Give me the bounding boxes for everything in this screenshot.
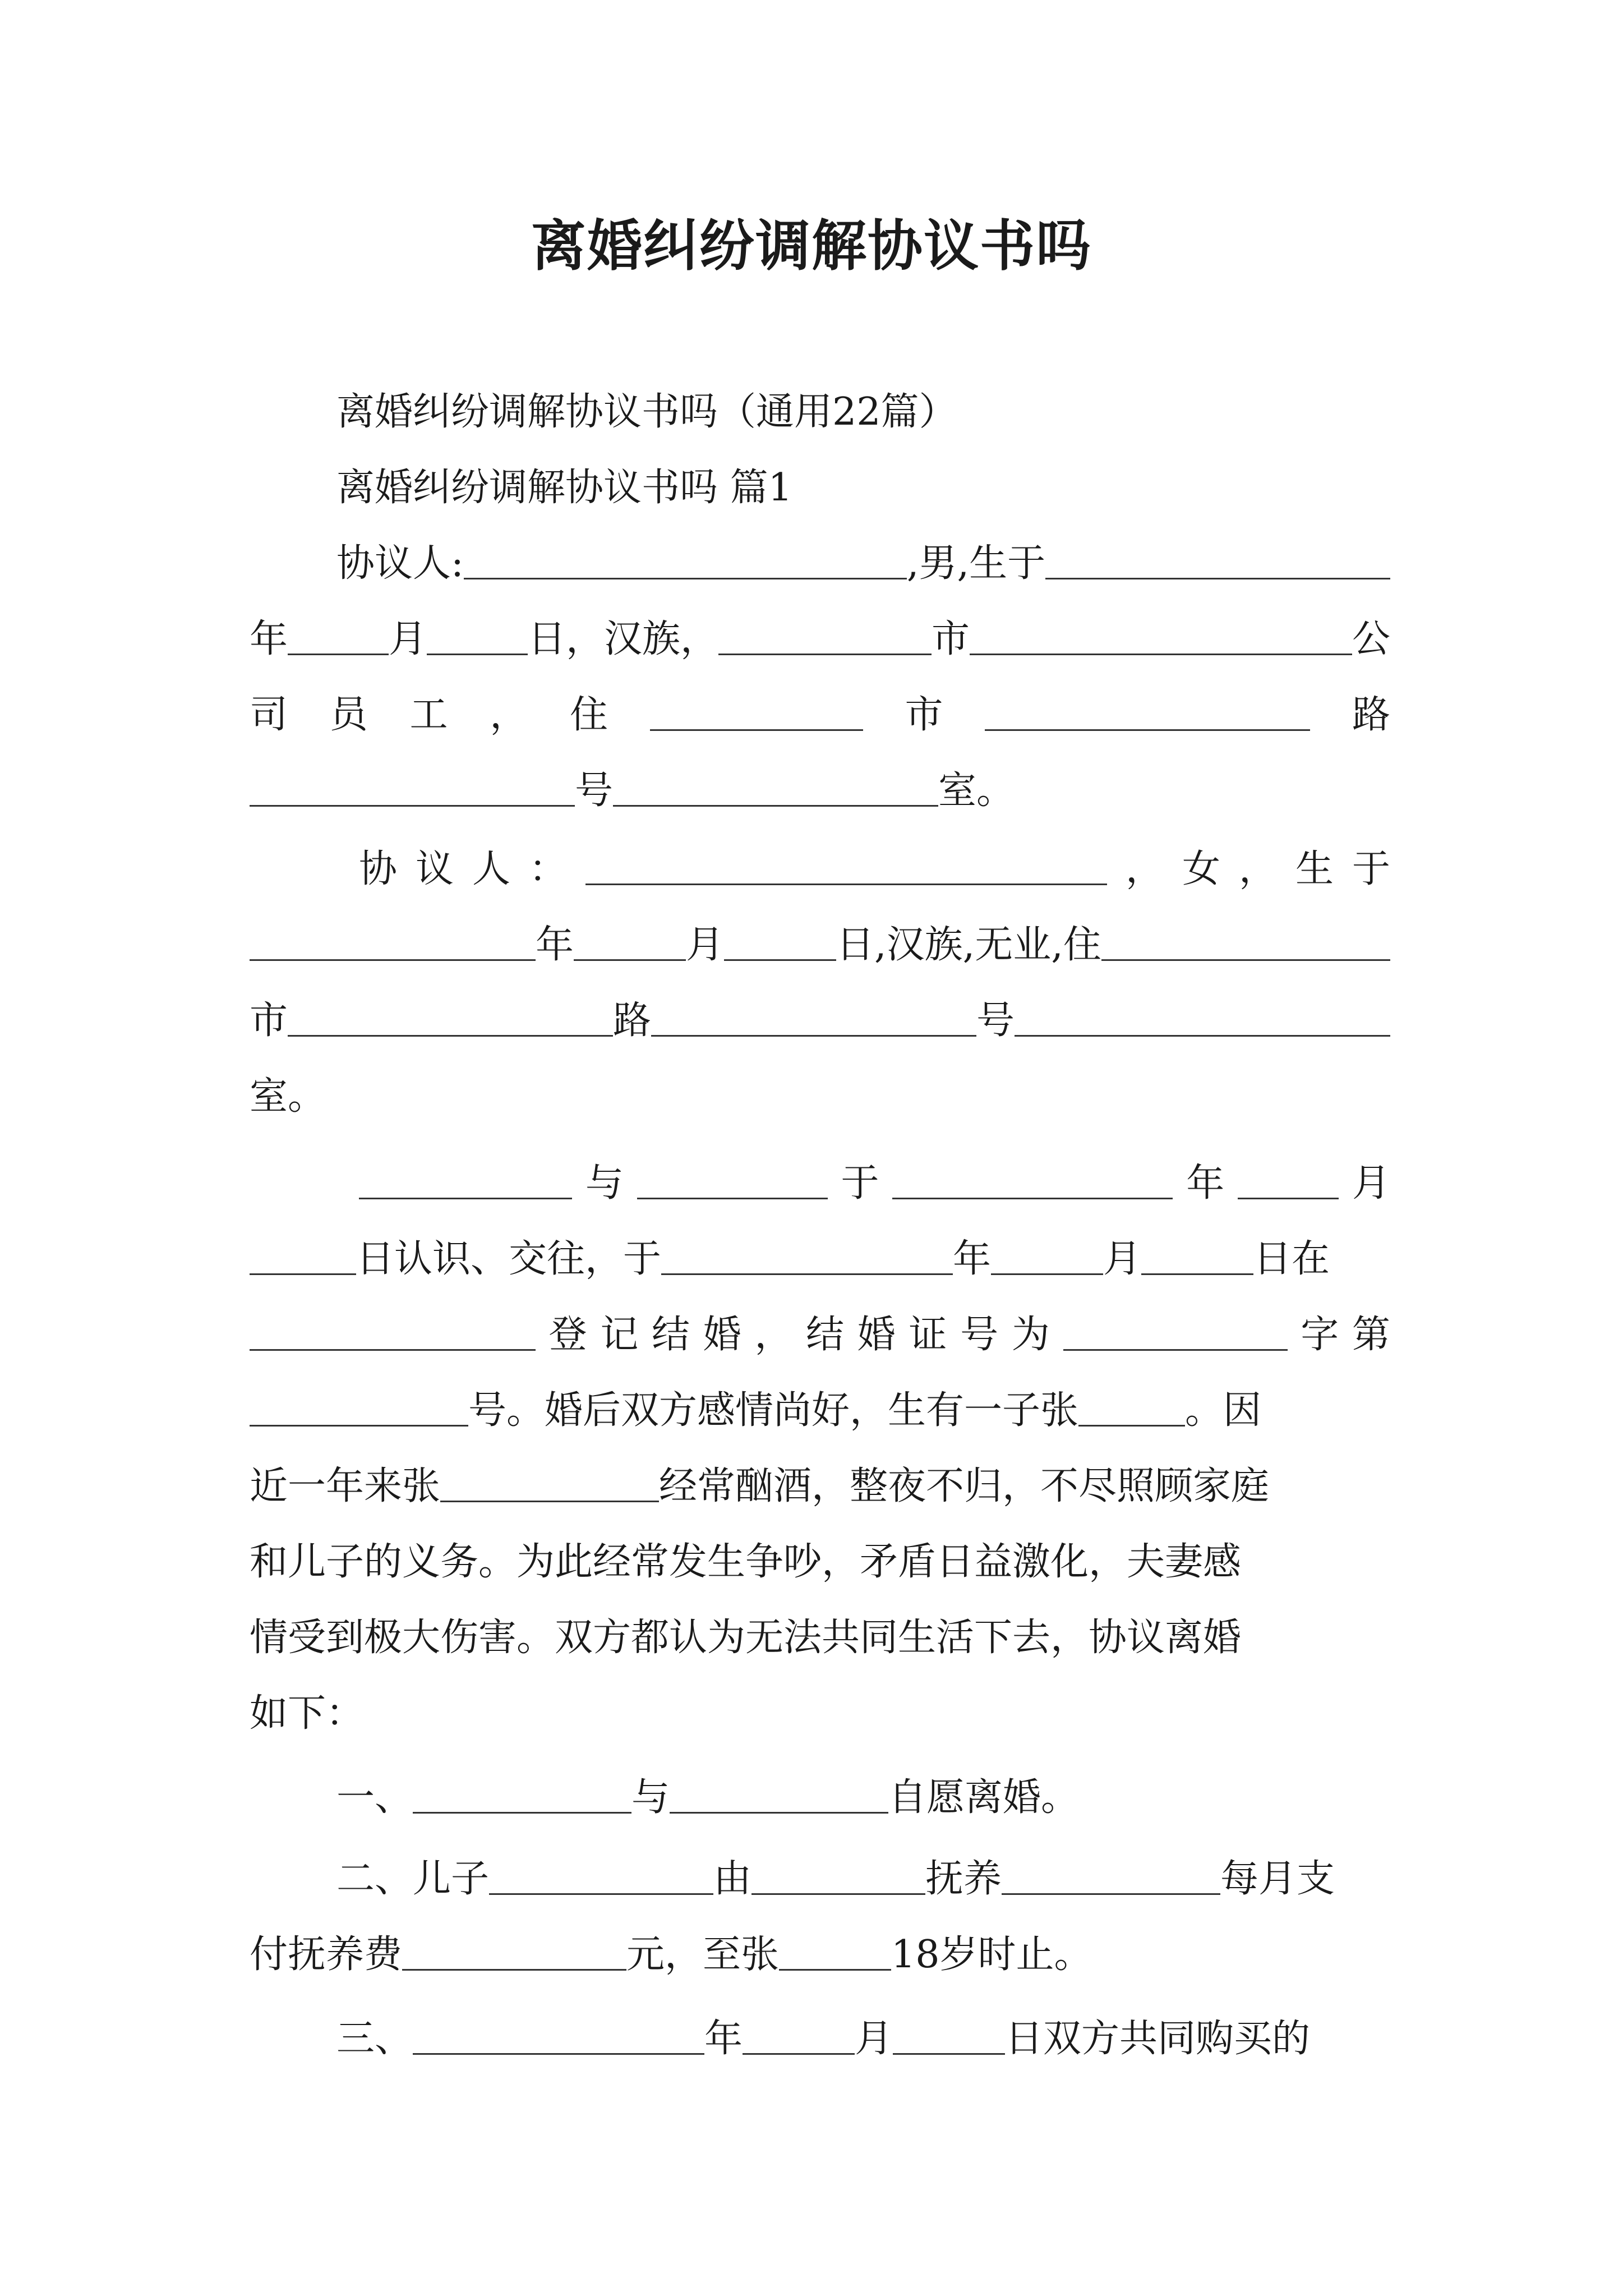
fill-blank	[661, 1271, 953, 1275]
p1-line-4	[250, 752, 1390, 830]
fill-blank	[991, 1271, 1103, 1275]
text-seg: 室。	[938, 769, 1015, 813]
text-seg: ，	[490, 693, 528, 737]
subheading-text: 离婚纠纷调解协议书吗 篇1	[336, 466, 792, 510]
fill-blank	[985, 727, 1310, 731]
item-1	[250, 1759, 1390, 1837]
text-seg: 自愿离婚。	[888, 1775, 1080, 1820]
fill-blank	[1141, 1271, 1253, 1275]
p3-line-1	[359, 1144, 1390, 1223]
text-seg: 。因	[1185, 1388, 1262, 1433]
text-seg: 记	[600, 1313, 639, 1357]
fill-blank	[402, 1967, 626, 1971]
text-seg: 月	[1352, 1161, 1390, 1205]
p1-line-1	[250, 524, 1390, 603]
item-3	[250, 2000, 1390, 2078]
text-seg: 日认识、交往，于	[356, 1237, 662, 1281]
p3-line-6	[250, 1523, 1390, 1602]
fill-blank	[413, 2051, 704, 2055]
text-seg: 号	[575, 769, 614, 813]
fill-blank	[250, 1347, 536, 1351]
fill-blank	[751, 1891, 925, 1895]
fill-blank	[413, 1810, 631, 1814]
text-seg: 付抚养费	[250, 1932, 403, 1977]
heading-text: 离婚纠纷调解协议书吗（通用22篇）	[336, 390, 957, 434]
text-seg: 年	[250, 617, 288, 661]
text-seg: 协议人:	[336, 541, 464, 586]
text-seg: ，	[1238, 847, 1277, 891]
fill-blank	[613, 803, 938, 807]
text-seg: 人	[472, 847, 511, 891]
text-seg: 协	[359, 847, 398, 891]
text-seg: 如下：	[250, 1691, 365, 1736]
p2-line-1	[359, 830, 1390, 909]
text-seg: 年	[704, 2017, 743, 2061]
text-seg: 司	[250, 693, 288, 737]
fill-blank	[893, 2051, 1005, 2055]
text-seg: 登	[548, 1313, 587, 1357]
fill-blank	[1101, 957, 1390, 961]
text-seg: 女	[1182, 847, 1220, 891]
text-seg: 月	[686, 923, 725, 967]
fill-blank	[779, 1967, 891, 1971]
p3-line-5	[250, 1447, 1390, 1526]
fill-blank	[1015, 1033, 1390, 1037]
text-seg: 于	[1352, 847, 1390, 891]
p3-line-8	[250, 1674, 1390, 1753]
text-seg: ，	[1125, 847, 1164, 891]
fill-blank	[288, 651, 389, 655]
text-seg: 月	[389, 617, 427, 661]
fill-blank	[250, 957, 536, 961]
text-seg: 结	[652, 1313, 690, 1357]
text-seg: 第	[1352, 1313, 1390, 1357]
text-seg: 和儿子的义务。为此经常发生争吵，矛盾日益激化，夫妻感	[250, 1540, 1242, 1584]
p3-line-2	[250, 1220, 1390, 1299]
text-seg: 工	[409, 693, 448, 737]
p1-line-2	[250, 600, 1390, 679]
p2-line-4	[250, 1057, 1390, 1136]
text-seg: 日双方共同购买的	[1005, 2017, 1311, 2061]
fill-blank	[1002, 1891, 1220, 1895]
text-seg: 公	[1352, 617, 1390, 661]
fill-blank	[743, 2051, 855, 2055]
fill-blank	[489, 1891, 713, 1895]
subheading	[250, 449, 1390, 527]
text-seg: 月	[855, 2017, 893, 2061]
text-seg: ,男,生于	[906, 541, 1046, 586]
text-seg: ：	[529, 847, 568, 891]
text-seg: 日，汉族，	[528, 617, 719, 661]
text-seg: 日在	[1253, 1237, 1330, 1281]
text-seg: 市	[932, 617, 970, 661]
text-seg: 由	[713, 1857, 752, 1901]
fill-blank	[1078, 1423, 1185, 1427]
heading	[250, 373, 1390, 452]
fill-blank	[250, 1271, 356, 1275]
item-2-line-2	[250, 1916, 1390, 1994]
p2-line-2	[250, 906, 1390, 984]
fill-blank	[359, 1195, 572, 1199]
fill-blank	[892, 1195, 1173, 1199]
text-seg: 生	[1295, 847, 1334, 891]
text-seg: 市	[250, 999, 288, 1043]
fill-blank	[1238, 1195, 1339, 1199]
text-seg: 二、儿子	[336, 1857, 490, 1901]
text-seg: 号。婚后双方感情尚好，生有一子张	[468, 1388, 1079, 1433]
text-seg: 年	[953, 1237, 992, 1281]
fill-blank	[650, 727, 863, 731]
text-seg: 室。	[250, 1074, 326, 1119]
text-seg: 结	[806, 1313, 845, 1357]
text-seg: 近一年来张	[250, 1464, 441, 1508]
fill-blank	[440, 1498, 659, 1502]
text-seg: 月	[1103, 1237, 1142, 1281]
fill-blank	[464, 576, 907, 579]
text-seg: 与	[585, 1161, 624, 1205]
p1-line-3	[250, 676, 1390, 754]
fill-blank	[1063, 1347, 1288, 1351]
text-seg: 一、	[336, 1775, 413, 1820]
text-seg: 年	[1186, 1161, 1225, 1205]
text-seg: ，	[754, 1313, 793, 1357]
text-seg: 18岁时止。	[891, 1932, 1092, 1977]
text-seg: 市	[905, 693, 943, 737]
text-seg: 婚	[703, 1313, 741, 1357]
p2-line-3	[250, 982, 1390, 1060]
text-seg: 抚养	[925, 1857, 1002, 1901]
text-seg: 字	[1301, 1313, 1339, 1357]
document-title: 离婚纠纷调解协议书吗	[531, 214, 1092, 278]
text-seg: 每月支	[1220, 1857, 1335, 1901]
fill-blank	[250, 803, 575, 807]
text-seg: 路	[613, 999, 652, 1043]
fill-blank	[574, 957, 686, 961]
text-seg: 年	[536, 923, 574, 967]
text-seg: 日,汉族,无业,住	[836, 923, 1101, 967]
fill-blank	[718, 651, 932, 655]
item-2-line-1	[250, 1840, 1390, 1918]
fill-blank	[1045, 576, 1390, 579]
text-seg: 员	[329, 693, 368, 737]
text-seg: 证	[909, 1313, 947, 1357]
p3-line-4	[250, 1372, 1390, 1450]
p3-line-3	[250, 1296, 1390, 1374]
text-seg: 住	[570, 693, 608, 737]
fill-blank	[288, 1033, 613, 1037]
p3-line-7	[250, 1599, 1390, 1677]
text-seg: 三、	[336, 2017, 413, 2061]
text-seg: 号	[976, 999, 1015, 1043]
text-seg: 为	[1011, 1313, 1050, 1357]
fill-blank	[970, 651, 1352, 655]
fill-blank	[427, 651, 528, 655]
text-seg: 元，至张	[626, 1932, 780, 1977]
fill-blank	[724, 957, 836, 961]
text-seg: 路	[1352, 693, 1390, 737]
text-seg: 婚	[857, 1313, 896, 1357]
text-seg: 号	[960, 1313, 999, 1357]
fill-blank	[637, 1195, 828, 1199]
text-seg: 于	[841, 1161, 879, 1205]
text-seg: 与	[631, 1775, 670, 1820]
text-seg: 议	[416, 847, 454, 891]
text-seg: 情受到极大伤害。双方都认为无法共同生活下去，协议离婚	[250, 1616, 1242, 1660]
fill-blank	[670, 1810, 888, 1814]
fill-blank	[585, 881, 1107, 885]
fill-blank	[250, 1423, 468, 1427]
text-seg: 经常酗酒，整夜不归，不尽照顾家庭	[659, 1464, 1270, 1508]
fill-blank	[651, 1033, 976, 1037]
